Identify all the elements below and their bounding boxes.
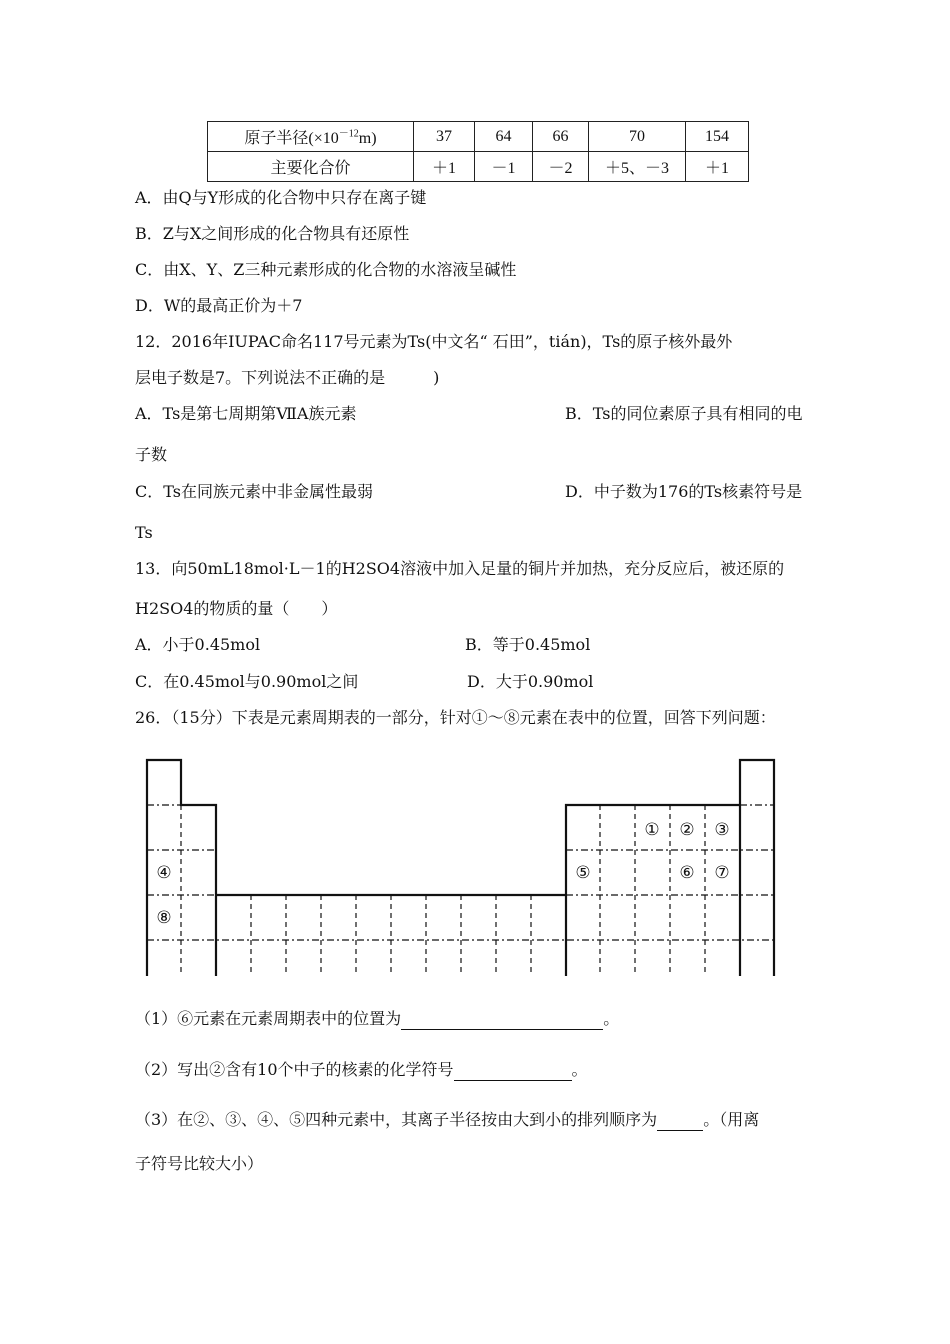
table-cell: 66 [533,122,589,152]
q26-sub2-end: 。 [571,1060,588,1079]
q12-option-b: B．Ts的同位素原子具有相同的电 [565,404,803,423]
marker-6: ⑥ [679,863,695,883]
answer-blank-1[interactable] [401,1011,603,1030]
q13-option-c: C．在0.45mol与0.90mol之间 [135,672,359,691]
answer-blank-2[interactable] [454,1062,572,1081]
table-cell: 64 [475,122,533,152]
table-cell: ＋1 [414,152,475,182]
table-cell: ＋1 [686,152,749,182]
radius-exponent: －12 [338,128,359,140]
marker-4: ④ [156,863,172,883]
answer-blank-3[interactable] [657,1112,703,1131]
q13-option-a: A．小于0.45mol [135,635,261,654]
q11-option-d: D．W的最高正价为＋7 [135,296,303,315]
table-cell: ＋5、－3 [589,152,686,182]
table-cell: 37 [414,122,475,152]
q26-intro: 26．（15分）下表是元素周期表的一部分，针对①～⑧元素在表中的位置，回答下列问题： [135,708,776,727]
valence-label-cell: 主要化合价 [208,152,414,182]
q26-sub3-end: 。（用离 [703,1110,760,1129]
marker-2: ② [679,820,695,840]
table-cell: 154 [686,122,749,152]
q11-option-b: B．Z与X之间形成的化合物具有还原性 [135,224,410,243]
table-cell: －2 [533,152,589,182]
q12-stem-line1: 12．2016年IUPAC命名117号元素为Ts(中文名“ 石田”，tián)，Ts的原子核外最外 [135,332,733,351]
marker-7: ⑦ [714,863,730,883]
q11-option-c: C．由X、Y、Z三种元素形成的化合物的水溶液呈碱性 [135,260,517,279]
q26-sub2 [135,1059,588,1081]
q12-option-a: A．Ts是第七周期第ⅦA族元素 [135,404,357,423]
q26-sub1-text: （1）⑥元素在元素周期表中的位置为 [135,1009,402,1028]
marker-8: ⑧ [156,908,172,928]
q12-option-c: C．Ts在同族元素中非金属性最弱 [135,482,373,501]
q26-sub3-cont: 子符号比较大小） [135,1154,264,1173]
q26-sub3-text: （3）在②、③、④、⑤四种元素中，其离子半径按由大到小的排列顺序为 [135,1110,658,1129]
q12-stem-line2: 层电子数是7。下列说法不正确的是 ) [135,368,440,387]
q26-sub2-text: （2）写出②含有10个中子的核素的化学符号 [135,1060,454,1079]
radius-label: 原子半径(×10 [244,130,339,147]
q12-option-d: D．中子数为176的Ts核素符号是 [565,482,803,501]
table-cell: 70 [589,122,686,152]
q13-stem-line2: H2SO4的物质的量（ ） [135,599,338,618]
q12-option-d-cont: Ts [135,523,153,542]
q11-option-a: A．由Q与Y形成的化合物中只存在离子键 [135,188,427,207]
table-cell: －1 [475,152,533,182]
q13-option-b: B．等于0.45mol [465,635,591,654]
marker-3: ③ [714,820,730,840]
q26-sub1 [135,1008,619,1030]
q13-option-d: D．大于0.90mol [467,672,594,691]
marker-1: ① [644,820,660,840]
q26-sub3 [135,1109,759,1131]
q12-option-b-cont: 子数 [135,445,168,464]
q26-sub1-end: 。 [603,1009,620,1028]
q13-stem-line1: 13．向50mL18mol·L－1的H2SO4溶液中加入足量的铜片并加热，充分反应后，被还原的 [135,559,785,578]
marker-5: ⑤ [575,863,591,883]
radius-unit: m) [358,130,377,147]
